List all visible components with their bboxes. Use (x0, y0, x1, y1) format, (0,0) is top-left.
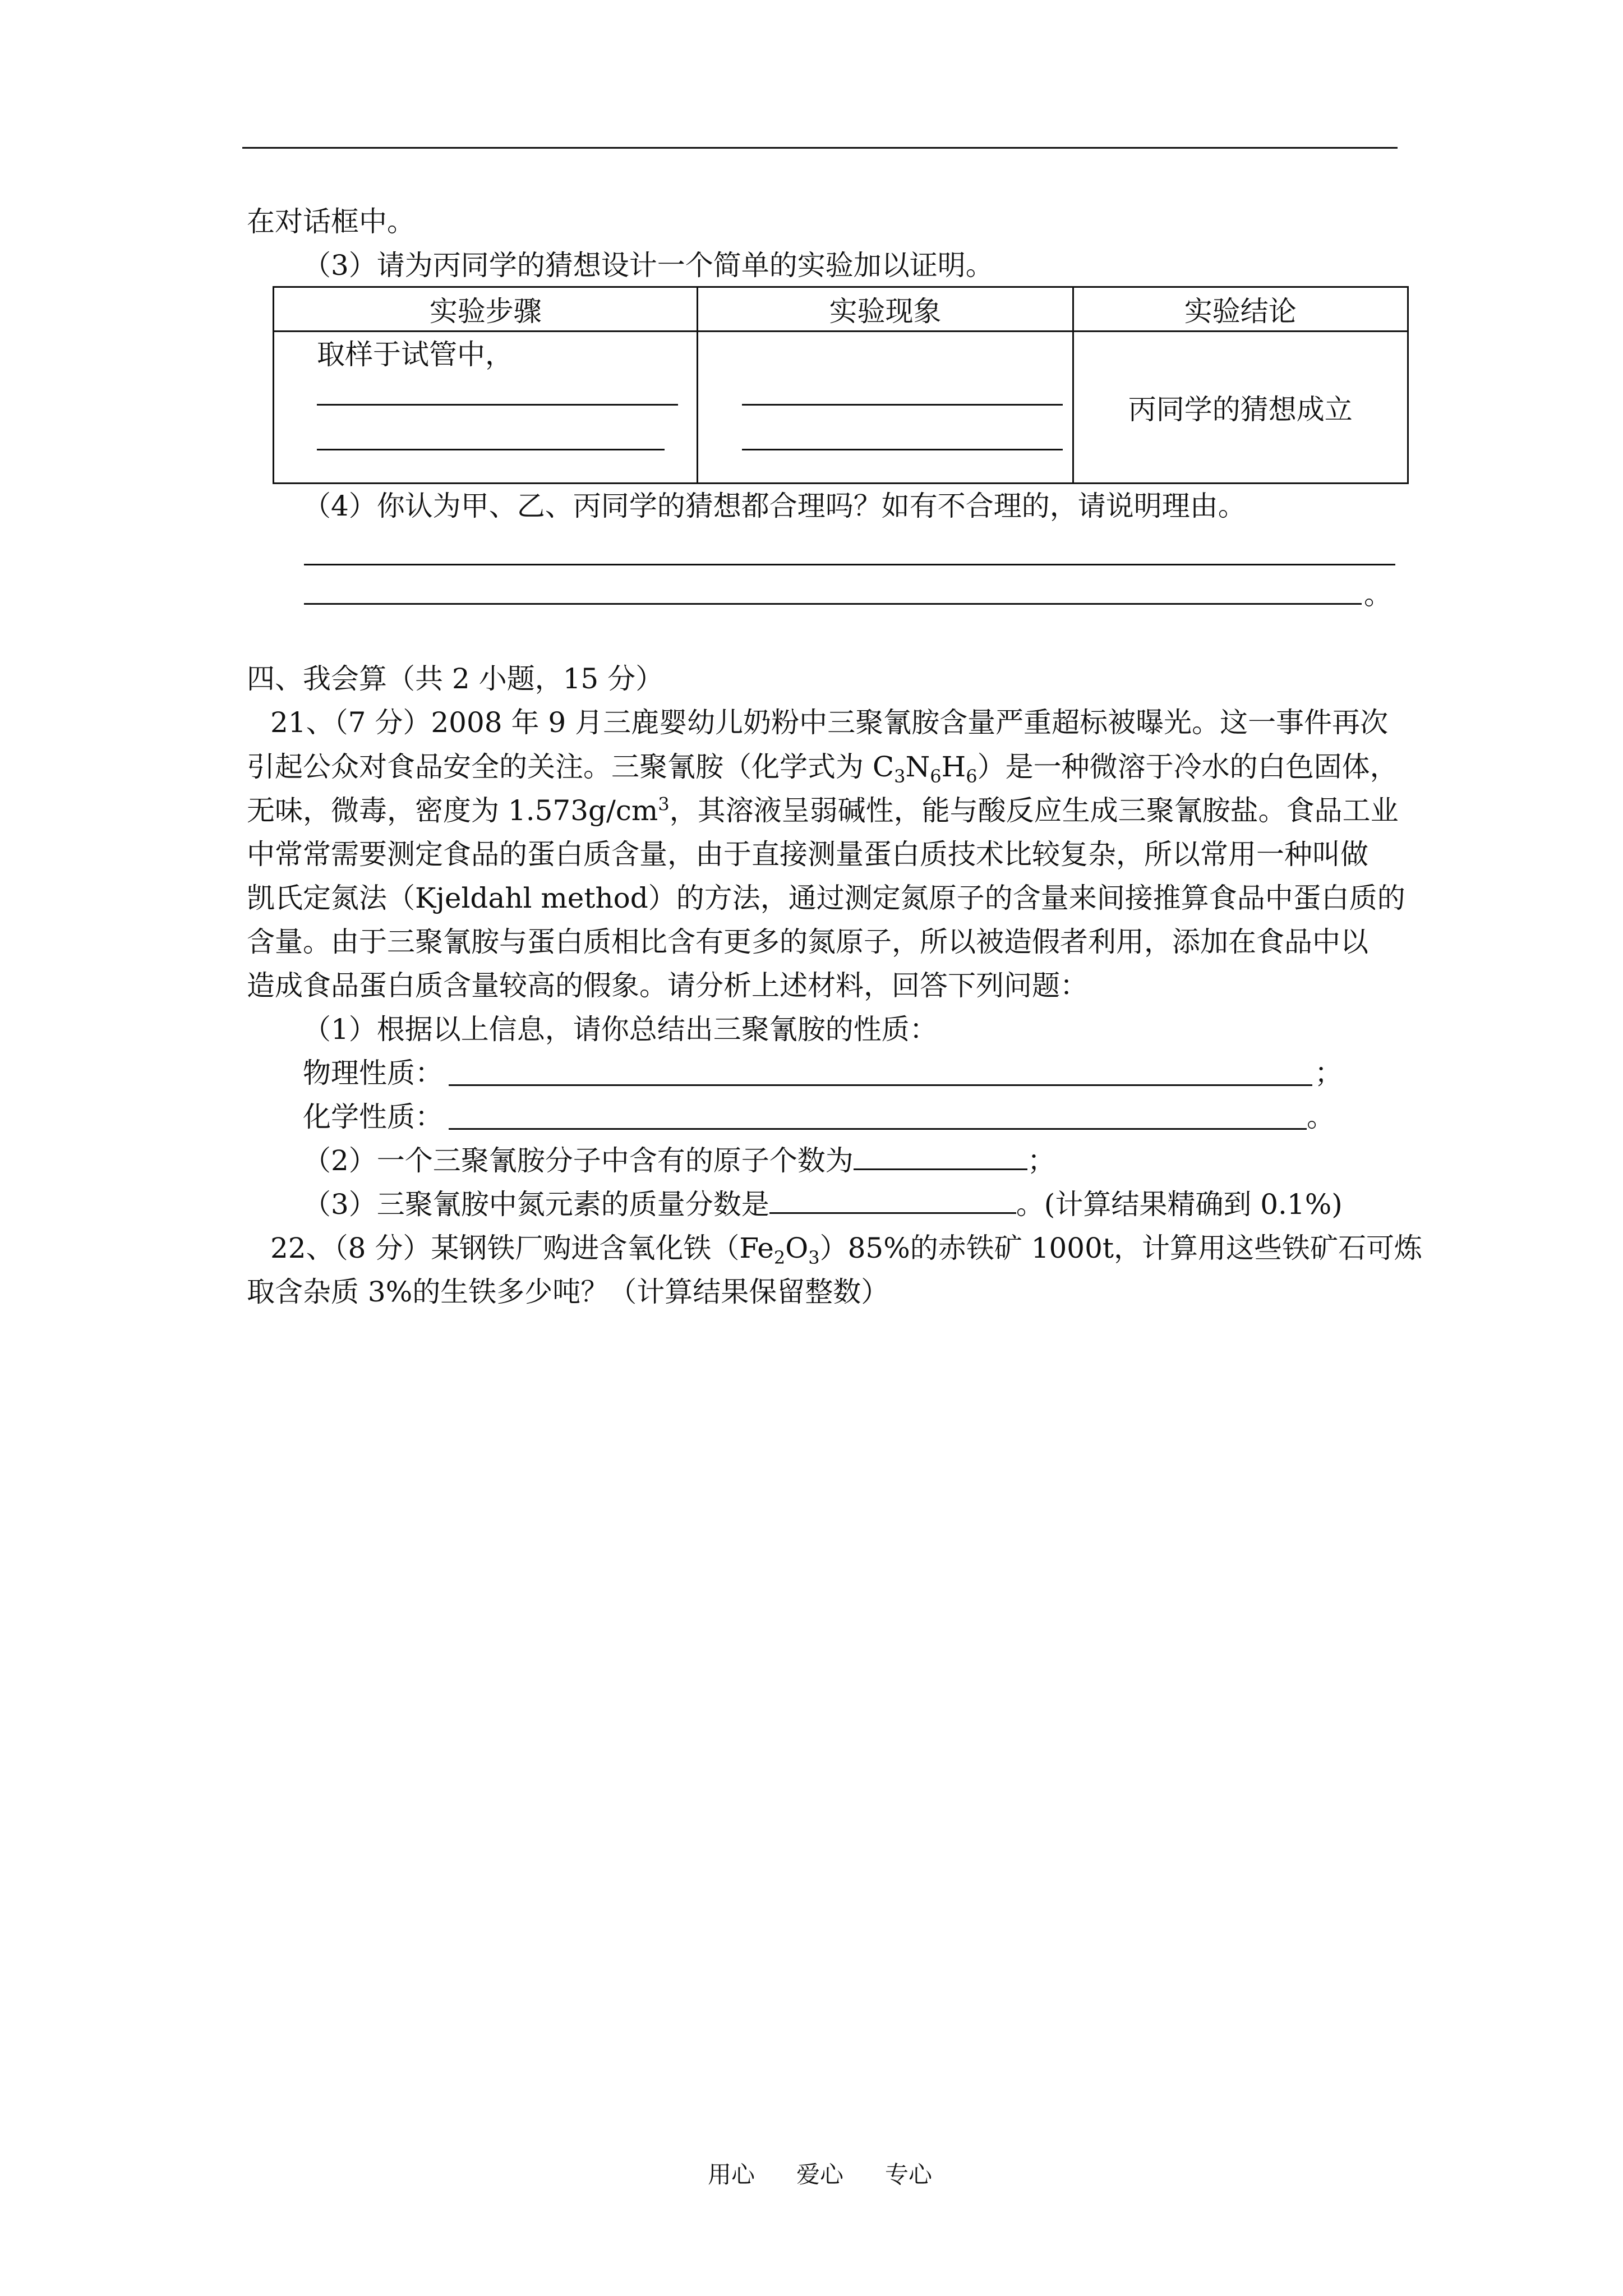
q22-line1-pre: 22、（8 分）某钢铁厂购进含氧化铁（Fe (270, 1232, 774, 1264)
q22-line1-post: ）85%的赤铁矿 1000t，计算用这些铁矿石可炼 (819, 1232, 1422, 1264)
q21-line2-pre: 引起公众对食品安全的关注。三聚氰胺（化学式为 C (247, 751, 895, 783)
table-cell-phenomena[interactable] (698, 332, 1073, 484)
formula-sub-3: 6 (966, 766, 978, 787)
formula-n: N (905, 751, 930, 783)
q21-line2 (247, 750, 1398, 787)
section4-title: 四、我会算（共 2 小题，15 分） (247, 662, 664, 695)
density-unit-sup: 3 (658, 793, 670, 815)
q21-part2 (303, 1144, 1055, 1177)
formula-sub-2: 6 (930, 766, 942, 787)
fe2o3-o: O (785, 1232, 809, 1264)
q21-part3-end: 。(计算结果精确到 0.1%) (1016, 1188, 1343, 1221)
q21-line3-pre: 无味，微毒，密度为 1.573g/cm (247, 794, 658, 827)
answer-end-mark: 。 (1364, 578, 1392, 611)
q21-part2-end: ； (1027, 1144, 1055, 1177)
footer-motto-3: 专心 (885, 2161, 933, 2188)
formula-h: H (941, 751, 966, 783)
mass-fraction-blank[interactable] (769, 1188, 1016, 1214)
q21-line6: 含量。由于三聚氰胺与蛋白质相比含有更多的氮原子，所以被造假者利用，添加在食品中以 (247, 926, 1368, 958)
q21-line3 (247, 794, 1399, 827)
physical-property-end: ； (1315, 1057, 1343, 1089)
q20-continuation: 在对话框中。 (247, 205, 415, 238)
q21-line4: 中常常需要测定食品的蛋白质含量，由于直接测量蛋白质技术比较复杂，所以常用一种叫做 (247, 838, 1368, 871)
q21-part2-text: （2）一个三聚氰胺分子中含有的原子个数为 (303, 1144, 854, 1177)
chemical-property-blank[interactable] (449, 1128, 1307, 1130)
fe2o3-sub-2: 3 (808, 1247, 820, 1268)
fe2o3-sub-1: 2 (773, 1247, 786, 1268)
table-header-phenomena: 实验现象 (698, 287, 1073, 332)
header-rule (242, 147, 1398, 149)
table-header-conclusion: 实验结论 (1073, 287, 1408, 332)
q21-part3 (303, 1188, 1343, 1221)
q21-line1: 21、（7 分）2008 年 9 月三鹿婴幼儿奶粉中三聚氰胺含量严重超标被曝光。这一事件再次 (270, 706, 1389, 739)
q21-line5: 凯氏定氮法（Kjeldahl method）的方法，通过测定氮原子的含量来间接推算食品中蛋白质的 (247, 882, 1405, 914)
step-blank-2[interactable] (317, 449, 665, 450)
footer-motto-2: 爱心 (796, 2161, 844, 2188)
physical-property-label: 物理性质： (303, 1057, 443, 1089)
phenomenon-blank-2[interactable] (742, 449, 1063, 450)
q20-part4: （4）你认为甲、乙、丙同学的猜想都合理吗？如有不合理的，请说明理由。 (303, 490, 1246, 522)
step-text: 取样于试管中， (317, 338, 513, 371)
answer-line-2[interactable] (304, 603, 1362, 605)
table-cell-conclusion (1073, 332, 1408, 484)
q20-part3: （3）请为丙同学的猜想设计一个简单的实验加以证明。 (303, 249, 994, 282)
phenomenon-blank-1[interactable] (742, 404, 1063, 406)
q21-line2-post: ）是一种微溶于冷水的白色固体， (977, 751, 1398, 783)
q21-part3-text: （3）三聚氰胺中氮元素的质量分数是 (303, 1188, 769, 1221)
answer-line-1[interactable] (304, 564, 1395, 565)
atom-count-blank[interactable] (854, 1144, 1027, 1170)
table-cell-steps[interactable] (274, 332, 698, 484)
q21-part1: （1）根据以上信息，请你总结出三聚氰胺的性质： (303, 1013, 938, 1046)
experiment-table (273, 286, 1409, 484)
step-blank-1[interactable] (317, 404, 678, 406)
q21-line7: 造成食品蛋白质含量较高的假象。请分析上述材料，回答下列问题： (247, 969, 1088, 1002)
q22-line2: 取含杂质 3%的生铁多少吨？（计算结果保留整数） (247, 1276, 889, 1308)
formula-sub-1: 3 (894, 766, 906, 787)
q22-line1 (270, 1231, 1422, 1268)
table-header-steps: 实验步骤 (274, 287, 698, 332)
q21-line3-post: ，其溶液呈弱碱性，能与酸反应生成三聚氰胺盐。食品工业 (669, 794, 1399, 827)
conclusion-text: 丙同学的猜想成立 (1128, 393, 1353, 426)
footer-motto-1: 用心 (708, 2161, 755, 2188)
chemical-property-label: 化学性质： (303, 1101, 443, 1133)
chemical-property-end: 。 (1307, 1101, 1335, 1133)
physical-property-blank[interactable] (449, 1084, 1312, 1086)
